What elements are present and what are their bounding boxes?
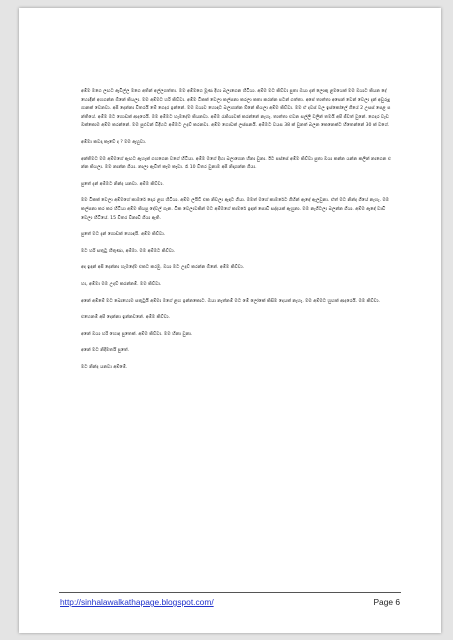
- paragraph-5: මම ටිකක් වෙලා අම්මගේ කාමරේ දොර ළඟ හිටියා. අම්ම ලයිට් එක නිවලා ඇඳට ගියා. මමත් මගේ කාමරේට ගිහින් ඇඳේ ඇලවුනා. ඒත් මට නින්ද ගියේ නැහැ. මම කල්පනා කර කර හිටියා අම්ම කියපු දේවල් ගැන. ටික වෙලාවකින් මට අම්මගේ කාමරේ ඉඳන් පොඩි සද්දයක් ඇහුනා. මම නැගිටලා බලන්න ගියා. අම්ම ඇඳේ වාඩි වෙලා හිටියේ. 15 විතර විනාඩි ගියා ඇති.: [81, 198, 390, 221]
- footer-blog-link[interactable]: http://sinhalawalkathapage.blogspot.com/: [60, 597, 214, 607]
- paragraph-6: පුතේ මට දැන් ගොඩක් හොඳයි. අම්ම කිව්වා.: [81, 232, 166, 238]
- page-number: Page 6: [373, 597, 400, 607]
- document-page: [19, 8, 441, 633]
- paragraph-11: එහෙනම් අපි දෙන්නා ඉන්නවනේ. අම්ම කිව්වා.: [81, 315, 170, 321]
- paragraph-1: අම්ම මගෙ ලඟට ඇවිල්ල මගෙ අතින් අල්ලගත්තා. මම අම්මගෙ මූණ දිහා බලාගෙන හිටියා. අම්ම මට කිව්වා පුතා ඔයා දැන් ලොකු ළමයෙක් මම ඔයාට කියන දේ හොඳින් අහගන්න ඕනේ කියලා. මම අම්මට හරි කිව්වා. අම්ම ටිකක් වෙලා කල්පනා කරලා කතා කරන්න පටන් ගත්තා. අපේ තාත්තා අපෙන් වෙන් වෙලා දැන් අවුරුදු ගානක් වෙනවා. අපි දෙන්නා විතරයි මේ ගෙදර ඉන්නේ. මම ඔයාව හොඳට බලාගන්න ඕනේ කියලා අම්ම කිව්වා. මම ඒ දවස් වල ඉස්කෝලේ ගියේ 2 උසස් පෙළ පන්තියේ. අම්ම මට ගොඩක් ආදරෙයි. මම අම්මට හැමදේම කියනවා. අම්ම රැකියාවක් කරන්නේ නැහැ. තාත්තා එවන සල්ලි වලින් තමයි අපි ජීවත් වුනේ. ගෙදර වැඩ ඔක්කොම අම්ම කරන්නේ. මම පුළුවන් විදිහට අම්මට උදව් කරනවා. අම්ම ගොඩක් ලස්සනයි. අම්මට වයස 38 ක් වුනත් බලන කෙනෙක්ට හිතෙන්නේ 30 ක් වගේ.: [81, 89, 391, 129]
- paragraph-2: අම්මා කවදා කෑවේ ද ? මම ඇහුවා.: [81, 139, 147, 145]
- footer-divider: [59, 592, 401, 593]
- paragraph-3: අන්තිමට මම අම්මගේ ඇඟට ඇහැක් ගහගෙන වගේ හිටියා. අම්ම මගේ දිහා බලාගෙන හිනා වුනා. ඊට පස්සේ අම්ම කිව්වා පුතා ඔයා කන්න යන්න කලින් නාගෙන එන්න කියලා. මම නාන්න ගියා. නාලා ඇවිත් කෑම කෑවා. රෑ 10 විතර වුනාම අපි නිදාගන්න ගියා.: [81, 156, 391, 171]
- paragraph-12: අනේ ඔයා හරි හොඳ පුතෙක්. අම්ම කිව්වා. මම හිනා වුනා.: [81, 331, 193, 337]
- story-body: [81, 88, 391, 380]
- paragraph-8: අද ඉඳන් අපි දෙන්නා හැමදේම එකට කරමු. ඔයා මට උදව් කරන්න ඕනේ. අම්ම කිව්වා.: [81, 265, 245, 271]
- paragraph-4: පුතේ දැන් අම්මට නින්ද යනවා. අම්ම කිව්වා.: [81, 181, 164, 187]
- paragraph-13: අනේ මට නිදිමතයි පුතේ.: [81, 348, 130, 354]
- paragraph-7: මට හරි සතුටු හිතුණා, අම්මා. මම අම්මට කිව්වා.: [81, 248, 176, 254]
- paragraph-9: හා, අම්මා මම උදව් කරන්නම්. මම කිව්වා.: [81, 281, 162, 287]
- paragraph-10: අනේ අම්මේ මට බොහොම සතුටුයි අම්මා මගේ ළඟ ඉන්නකොට. ඔයා නැත්නම් මට මේ ලෝකේ කිසිම දෙයක් නැහැ. මම අම්මට හුඟක් ආදරෙයි. මම කිව්වා.: [81, 298, 380, 304]
- paragraph-14: මට නින්ද යනවා අම්මේ.: [81, 364, 128, 370]
